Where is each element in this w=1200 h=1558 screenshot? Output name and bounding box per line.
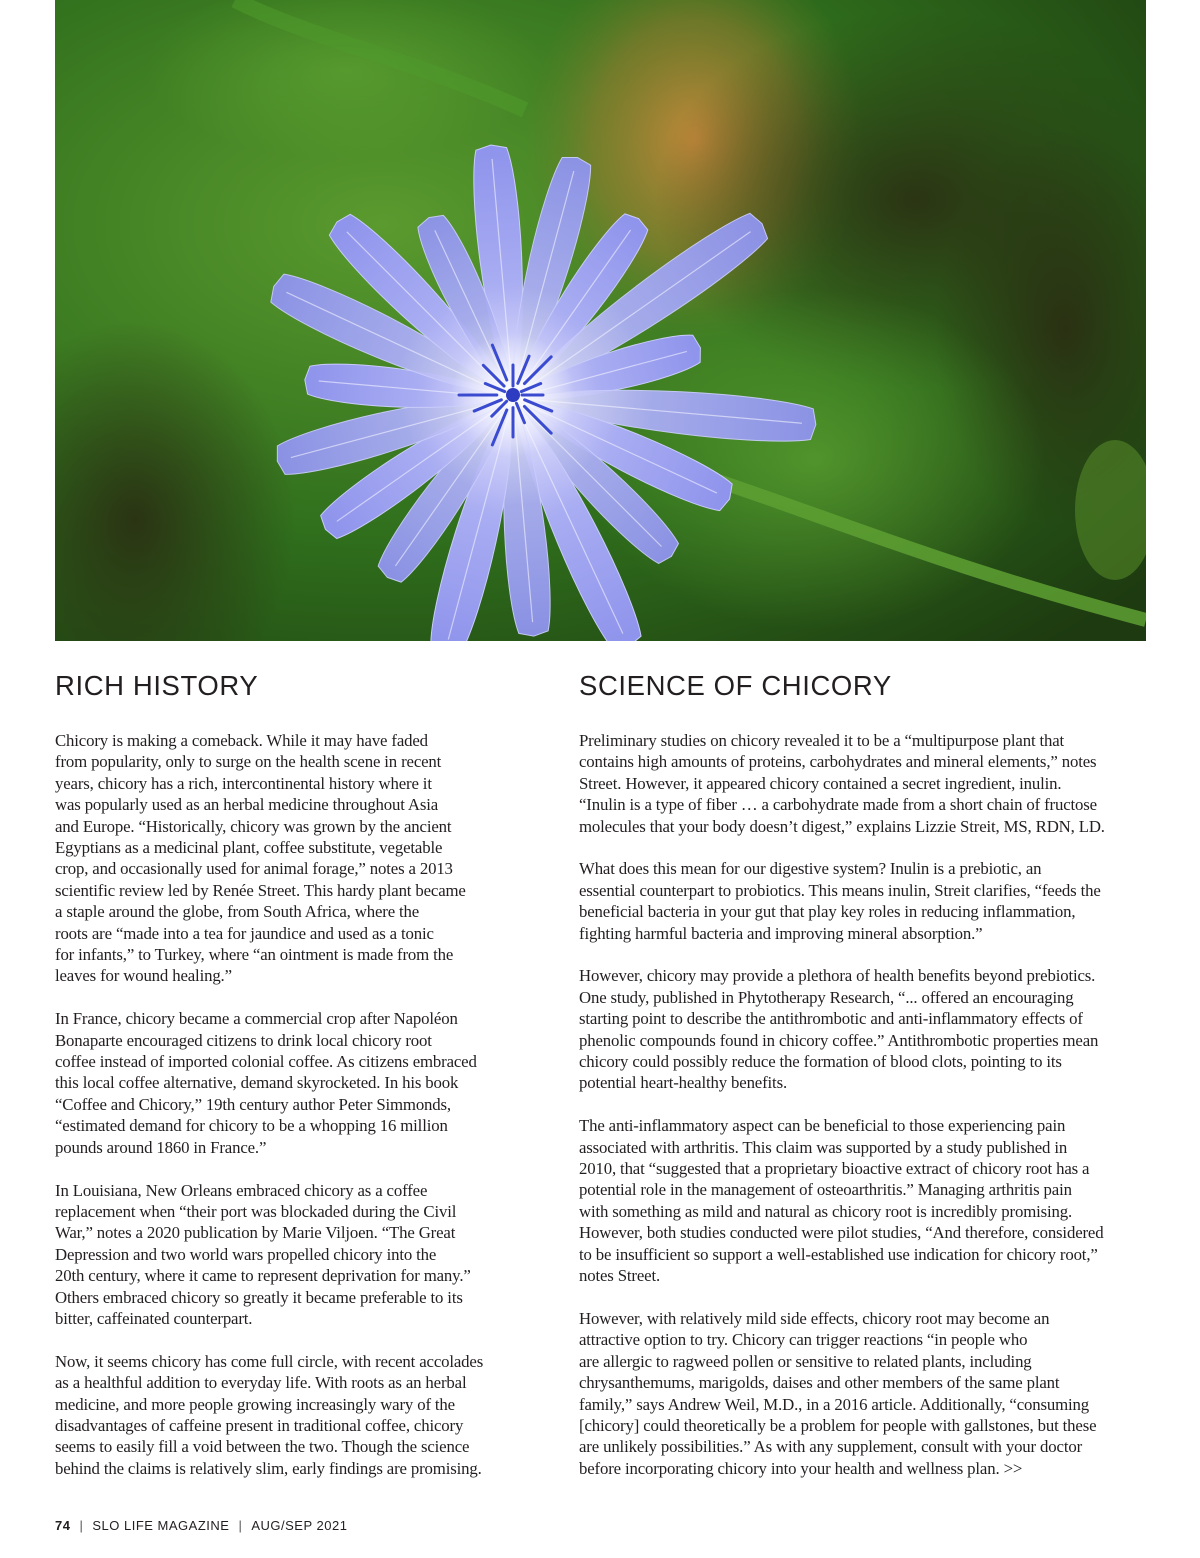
text-line: years, chicory has a rich, intercontinental history where it [55, 773, 432, 793]
text-line: In Louisiana, New Orleans embraced chicory as a coffee [55, 1180, 428, 1200]
text-line: phenolic compounds found in chicory coffee.” Antithrombotic properties mean [579, 1030, 1099, 1050]
right-paragraph-4 [579, 1115, 1154, 1286]
text-line: “Inulin is a type of fiber … a carbohydrate made from a short chain of fructose [579, 795, 1097, 815]
left-paragraph-1 [55, 730, 525, 987]
text-line: One study, published in Phytotherapy Research, “... offered an encouraging [579, 987, 1074, 1007]
chicory-flower-photo [55, 0, 1146, 641]
text-line: Street. However, it appeared chicory contained a secret ingredient, inulin. [579, 773, 1062, 793]
text-line: War,” notes a 2020 publication by Marie Viljoen. “The Great [55, 1223, 456, 1243]
right-paragraph-2 [579, 858, 1154, 944]
text-line: family,” says Andrew Weil, M.D., in a 2016 article. Additionally, “consuming [579, 1394, 1090, 1414]
text-line: beneficial bacteria in your gut that play key roles in reducing inflammation, [579, 902, 1076, 922]
text-line: to be insufficient so support a well-established use indication for chicory root,” [579, 1244, 1098, 1264]
text-line: Others embraced chicory so greatly it became preferable to its [55, 1287, 463, 1307]
text-line: medicine, and more people growing increasingly wary of the [55, 1394, 455, 1414]
text-line: However, chicory may provide a plethora of health benefits beyond prebiotics. [579, 966, 1096, 986]
rich-history-heading: RICH HISTORY [55, 670, 259, 701]
text-line: are allergic to ragweed pollen or sensitive to related plants, including [579, 1351, 1032, 1371]
text-line: notes Street. [579, 1266, 661, 1286]
text-line: However, with relatively mild side effects, chicory root may become an [579, 1308, 1050, 1328]
left-paragraph-2 [55, 1008, 525, 1158]
text-line: as a healthful addition to everyday life. With roots as an herbal [55, 1373, 467, 1393]
text-line: before incorporating chicory into your health and wellness plan. >> [579, 1458, 1023, 1478]
text-line: 2010, that “suggested that a proprietary bioactive extract of chicory root has a [579, 1159, 1090, 1179]
text-line: behind the claims is relatively slim, early findings are promising. [55, 1458, 482, 1478]
text-line: [chicory] could theoretically be a problem for people with gallstones, but these [579, 1415, 1097, 1435]
science-body [579, 730, 1154, 1479]
text-line: “Coffee and Chicory,” 19th century author Peter Simmonds, [55, 1094, 451, 1114]
text-line: potential heart-healthy benefits. [579, 1073, 787, 1093]
text-line: chicory could possibly reduce the formation of blood clots, pointing to its [579, 1052, 1062, 1072]
text-line: from popularity, only to surge on the health scene in recent [55, 752, 442, 772]
issue-date: AUG/SEP 2021 [251, 1518, 348, 1533]
rich-history-column [55, 668, 525, 1501]
text-line: “estimated demand for chicory to be a whopping 16 million [55, 1116, 448, 1136]
text-line: The anti-inflammatory aspect can be beneficial to those experiencing pain [579, 1116, 1066, 1136]
text-line: seems to easily fill a void between the two. Though the science [55, 1437, 470, 1457]
text-line: starting point to describe the antithrombotic and anti-inflammatory effects of [579, 1009, 1083, 1029]
text-line: replacement when “their port was blockaded during the Civil [55, 1201, 457, 1221]
footer-separator-2: | [238, 1518, 243, 1533]
left-paragraph-4 [55, 1351, 525, 1479]
text-line: contains high amounts of proteins, carbohydrates and mineral elements,” notes [579, 752, 1097, 772]
text-line: However, both studies conducted were pilot studies, “And therefore, considered [579, 1223, 1104, 1243]
text-line: roots are “made into a tea for jaundice and used as a tonic [55, 923, 434, 943]
left-paragraph-3 [55, 1180, 525, 1330]
text-line: potential role in the management of osteoarthritis.” Managing arthritis pain [579, 1180, 1072, 1200]
text-line: Chicory is making a comeback. While it may have faded [55, 731, 428, 750]
text-line: coffee instead of imported colonial coffee. As citizens embraced [55, 1052, 477, 1072]
text-line: are unlikely possibilities.” As with any supplement, consult with your doctor [579, 1437, 1083, 1457]
text-line: Egyptians as a medicinal plant, coffee substitute, vegetable [55, 838, 443, 858]
text-line: Bonaparte encouraged citizens to drink local chicory root [55, 1030, 432, 1050]
text-line: Now, it seems chicory has come full circle, with recent accolades [55, 1351, 484, 1371]
page-footer [55, 1518, 347, 1533]
right-paragraph-1 [579, 730, 1154, 837]
text-line: Preliminary studies on chicory revealed it to be a “multipurpose plant that [579, 731, 1065, 750]
text-line: scientific review led by Renée Street. This hardy plant became [55, 880, 466, 900]
publication-name: SLO LIFE MAGAZINE [92, 1518, 230, 1533]
text-line: essential counterpart to probiotics. This means inulin, Streit clarifies, “feeds the [579, 880, 1101, 900]
text-line: for infants,” to Turkey, where “an ointment is made from the [55, 945, 454, 965]
text-line: disadvantages of caffeine present in traditional coffee, chicory [55, 1415, 464, 1435]
text-line: fighting harmful bacteria and improving mineral absorption.” [579, 923, 983, 943]
footer-separator: | [79, 1518, 84, 1533]
text-line: Depression and two world wars propelled chicory into the [55, 1244, 437, 1264]
text-line: leaves for wound healing.” [55, 966, 232, 986]
text-line: attractive option to try. Chicory can trigger reactions “in people who [579, 1330, 1028, 1350]
text-line: 20th century, where it came to represent deprivation for many.” [55, 1266, 471, 1286]
text-line: chrysanthemums, marigolds, daises and other members of the same plant [579, 1373, 1060, 1393]
text-line: bitter, caffeinated counterpart. [55, 1308, 253, 1328]
science-heading: SCIENCE OF CHICORY [579, 670, 892, 701]
text-line: and Europe. “Historically, chicory was grown by the ancient [55, 816, 452, 836]
text-line: In France, chicory became a commercial crop after Napoléon [55, 1009, 458, 1029]
text-line: with something as mild and natural as chicory root is incredibly promising. [579, 1201, 1073, 1221]
rich-history-body [55, 730, 525, 1479]
text-line: What does this mean for our digestive system? Inulin is a prebiotic, an [579, 859, 1042, 879]
text-line: was popularly used as an herbal medicine throughout Asia [55, 795, 439, 815]
text-line: this local coffee alternative, demand skyrocketed. In his book [55, 1073, 459, 1093]
right-paragraph-5 [579, 1308, 1154, 1479]
science-of-chicory-column [579, 668, 1154, 1501]
text-line: crop, and occasionally used for animal forage,” notes a 2013 [55, 859, 453, 879]
page-number: 74 [55, 1518, 71, 1533]
text-line: a staple around the globe, from South Africa, where the [55, 902, 420, 922]
right-paragraph-3 [579, 965, 1154, 1093]
text-line: molecules that your body doesn’t digest,” explains Lizzie Streit, MS, RDN, LD. [579, 816, 1105, 836]
text-line: associated with arthritis. This claim was supported by a study published in [579, 1137, 1068, 1157]
text-line: pounds around 1860 in France.” [55, 1137, 267, 1157]
